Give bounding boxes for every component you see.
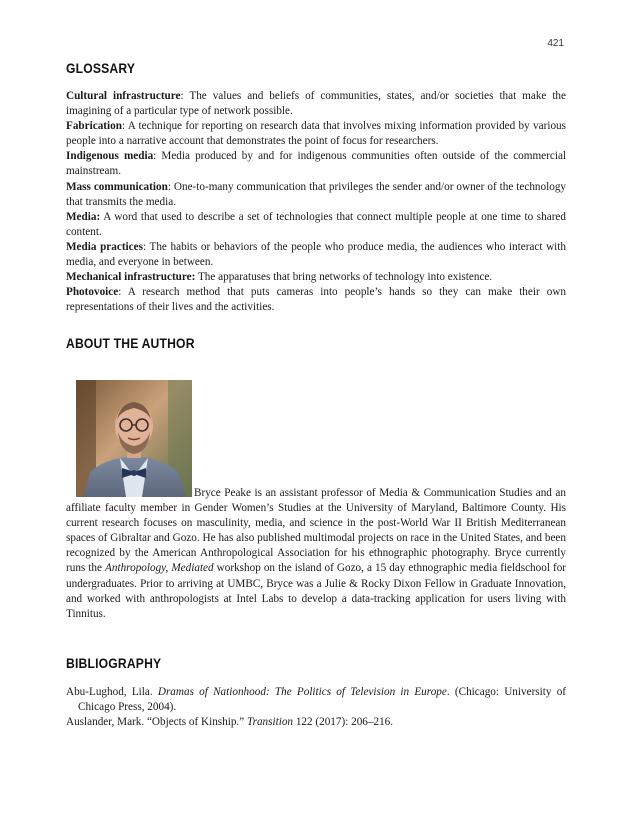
glossary-definition: Media produced by and for indigenous communities often outside of the commercial mainstream.	[66, 150, 567, 178]
glossary-entry: Fabrication: A technique for reporting on research data that involves mixing information provided by various people into a narrative account that demonstrates the point of focus for researchers.	[66, 120, 566, 148]
glossary-entry: Indigenous media: Media produced by and for indigenous communities often outside of the commercial mainstream.	[66, 150, 567, 178]
glossary-definition: One-to-many communication that privileges the sender and/or owner of the technology that transmits the media.	[66, 180, 567, 208]
page-number: 421	[547, 38, 564, 49]
glossary-term: Indigenous media	[66, 150, 154, 163]
workshop-title: Anthropology, Mediated	[105, 562, 214, 575]
glossary-term: Cultural infrastructure	[66, 90, 181, 102]
glossary-entry	[66, 210, 566, 240]
glossary-entry: Mass communication: One-to-many communication that privileges the sender and/or owner of the technology that transmits the media.	[66, 180, 567, 208]
author-photo	[76, 380, 192, 497]
glossary-definition: The habits or behaviors of the people who produce media, the audiences who interact with media, and everyone in between.	[66, 240, 566, 269]
about-heading: ABOUT THE AUTHOR	[66, 336, 195, 351]
glossary-list	[66, 89, 566, 315]
glossary-term: Mass communication	[66, 180, 168, 193]
glossary-heading: GLOSSARY	[66, 61, 136, 76]
glossary-term: Photovoice	[66, 286, 119, 299]
glossary-definition: The values and beliefs of communities, states, and/or societies that make the imagining of a particular type of network possible.	[66, 90, 566, 118]
glossary-term: Media practices	[66, 240, 143, 253]
glossary-term: Fabrication	[66, 120, 122, 133]
bibliography-entry: Auslander, Mark. “Objects of Kinship.” Transition 122 (2017): 206–216.	[66, 716, 394, 729]
glossary-term: Mechanical infrastructure:	[66, 271, 196, 284]
glossary-entry: Photovoice: A research method that puts cameras into people’s hands so they can make their own representations of their lives and the activities.	[66, 286, 566, 314]
glossary-term: Media:	[66, 210, 101, 223]
glossary-definition: A research method that puts cameras into people’s hands so they can make their own representations of their lives and the activities.	[66, 286, 566, 314]
glossary-definition: The apparatuses that bring networks of technology into existence.	[197, 271, 493, 284]
glossary-entry: Cultural infrastructure: The values and beliefs of communities, states, and/or societies that make the imagining of a particular type of network possible.	[66, 90, 566, 118]
glossary-entry	[66, 270, 566, 285]
glossary-entry: Media practices: The habits or behaviors of the people who produce media, the audiences who interact with media, and everyone in between.	[66, 240, 566, 269]
glossary-definition: A word that used to describe a set of technologies that connect multiple people at one time to shared content.	[66, 210, 566, 238]
bibliography-entry: Abu-Lughod, Lila. Dramas of Nationhood: The Politics of Television in Europe. (Chicago: University of Chicago Press, 2004).	[66, 686, 567, 714]
bibliography-list	[66, 685, 566, 730]
bibliography-heading: BIBLIOGRAPHY	[66, 656, 162, 671]
glossary-definition: A technique for reporting on research data that involves mixing information provided by various people into a narrative account that demonstrates the point of focus for researchers.	[66, 120, 566, 148]
author-bio: Bryce Peake is an assistant professor of Media & Communication Studies and an affiliate faculty member in Gender Women’s Studies at the University of Maryland, Baltimore County. His current research focuses on masculinity, media, and science in the post-World War II British Mediterranean spaces of Gibraltar and Gozo. He has also published multimodal projects on race in the United States, and been recognized by the American Anthropological Association for his ethnographic photography. Bryce currently runs the Anthropology, Mediated workshop on the island of Gozo, a 15 day ethnographic media fieldschool for undergraduates. Prior to arriving at UMBC, Bryce was a Julie & Rocky Dixon Fellow in Graduate Innovation, and worked with anthropologists at Intel Labs to develop a data-tracking application for users living with Tinnitus.	[66, 487, 567, 620]
